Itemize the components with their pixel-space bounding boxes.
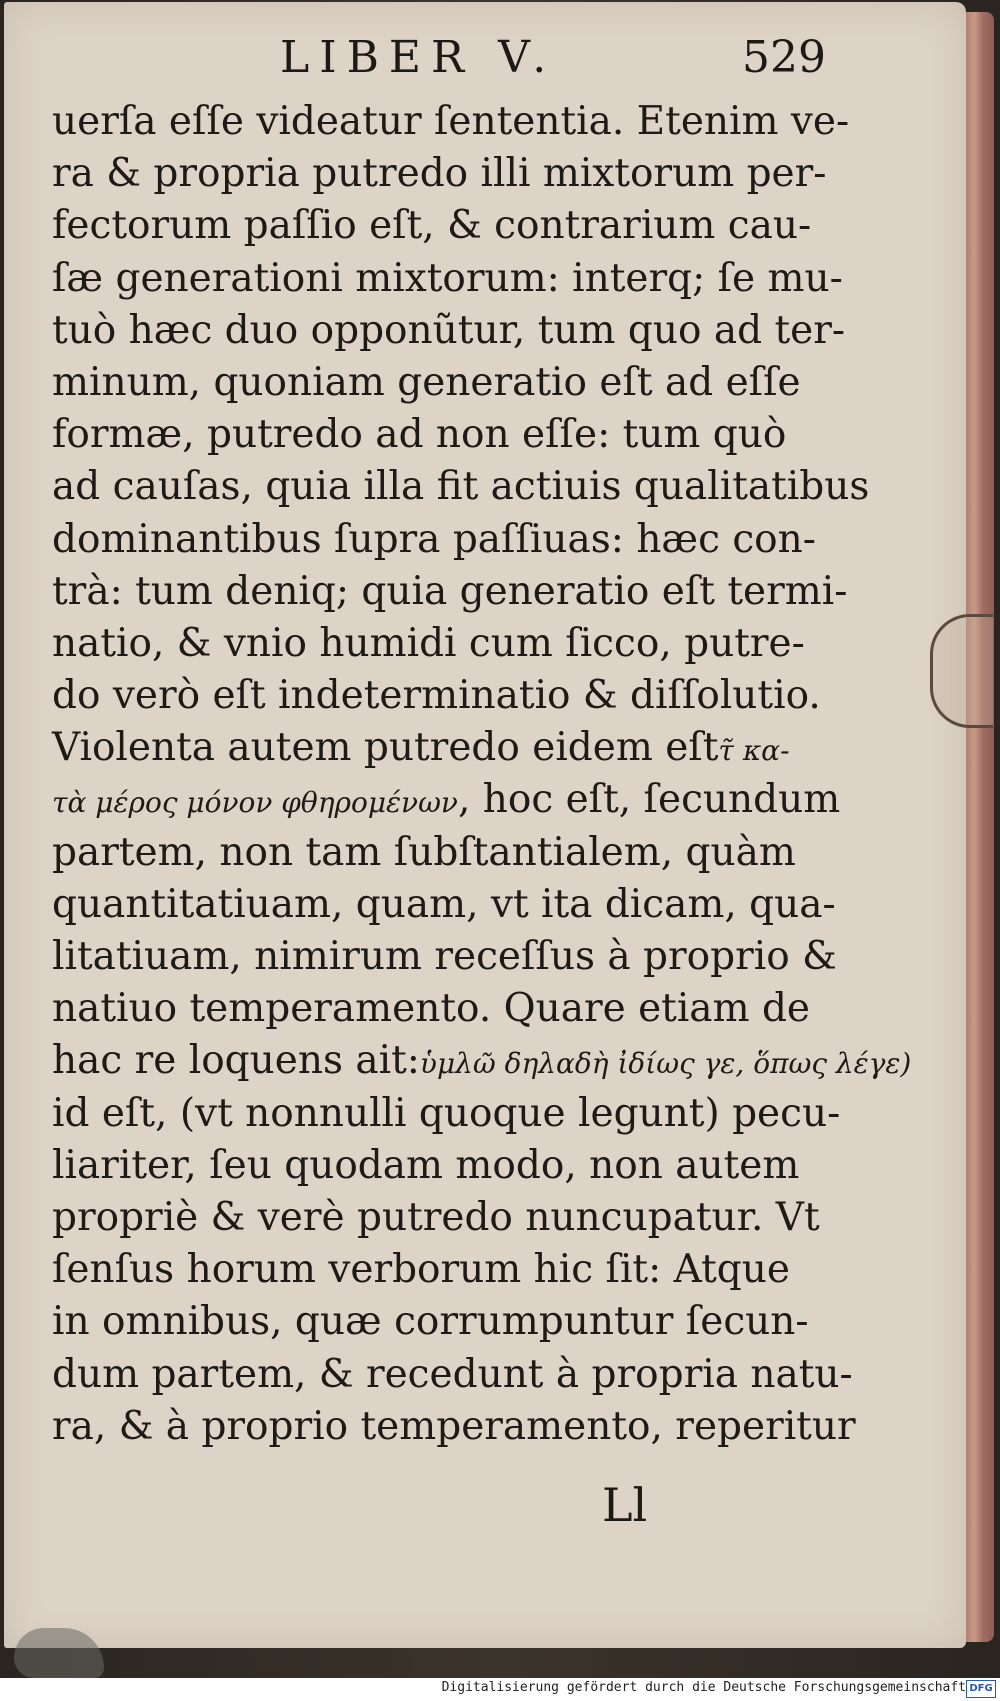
latin-text: hac re loquens ait: — [52, 1038, 420, 1084]
text-line — [52, 1192, 820, 1244]
page-number: 529 — [742, 32, 826, 83]
latin-text: ra, & à proprio temperamento, reperitur — [52, 1403, 856, 1449]
text-line — [52, 148, 827, 200]
text-line — [52, 774, 841, 826]
text-line — [52, 566, 848, 618]
body-text — [52, 96, 912, 1453]
latin-text: do verò eſt indeterminatio & diſſolutio. — [52, 673, 821, 719]
funding-credit: Digitalisierung gefördert durch die Deutsche Forschungsgemeinschaft — [441, 1680, 966, 1695]
text-line — [52, 200, 810, 252]
text-line — [52, 1244, 810, 1296]
text-line — [52, 879, 836, 931]
dfg-logo: DFG — [966, 1680, 996, 1698]
latin-text: formæ, putredo ad non eſſe: tum quò — [52, 412, 787, 458]
text-line — [52, 722, 810, 774]
text-line — [52, 618, 810, 670]
page-header — [0, 32, 966, 102]
latin-text: propriè & verè putredo nuncupatur. Vt — [52, 1194, 820, 1240]
text-line — [52, 253, 843, 305]
latin-text: minum, quoniam generatio eſt ad eſſe — [52, 359, 801, 405]
latin-text: natiuo temperamento. Quare etiam de — [52, 986, 810, 1032]
latin-text: Violenta autem putredo eidem eſt — [52, 725, 719, 771]
latin-text: dum partem, & recedunt à propria natu- — [52, 1351, 853, 1397]
latin-text: ra & propria putredo illi mixtorum per- — [52, 151, 827, 197]
bookmark-tab — [930, 614, 993, 728]
greek-text: ὑμλῶ δηλαδὴ ἰδίως γε, ὅπως λέγε) — [419, 1047, 912, 1081]
latin-text: trà: tum deniq; quia generatio eſt termi- — [52, 568, 848, 614]
greek-text: τὰ μέρος μόνον φθηρομένων — [52, 786, 458, 820]
text-line — [52, 461, 870, 513]
latin-text: id eſt, (vt nonnulli quoque legunt) pecu- — [52, 1090, 841, 1136]
latin-text: in omnibus, quæ corrumpuntur ſecun- — [52, 1299, 809, 1345]
text-line — [52, 305, 846, 357]
latin-text: ad cauſas, quia illa fit actiuis qualitatibus — [52, 464, 870, 510]
text-line — [52, 1035, 912, 1087]
footer-bar — [0, 1678, 1000, 1701]
page-edge — [966, 12, 994, 1642]
text-line — [52, 96, 850, 148]
latin-text: uerſa eſſe videatur ſententia. Etenim ve- — [52, 99, 850, 144]
latin-text: ſæ generationi mixtorum: interq; ſe mu- — [52, 255, 843, 301]
running-title: LIBER V. — [280, 32, 557, 83]
latin-text: liariter, ſeu quodam modo, non autem — [52, 1142, 800, 1188]
greek-text: τ̃ κα- — [718, 734, 790, 768]
text-line — [52, 1088, 841, 1140]
text-line — [52, 1401, 856, 1453]
text-line — [52, 1296, 810, 1348]
latin-text: quantitatiuam, quam, vt ita dicam, qua- — [52, 881, 836, 927]
text-line — [52, 1349, 853, 1401]
signature-mark: Ll — [602, 1478, 648, 1532]
latin-text: fectorum paſſio eſt, & contrarium cau- — [52, 203, 812, 249]
latin-text: partem, non tam ſubſtantialem, quàm — [52, 829, 796, 875]
text-line — [52, 514, 816, 566]
text-line — [52, 357, 810, 409]
latin-text: ſenſus horum verborum hic ſit: Atque — [52, 1247, 790, 1293]
text-line — [52, 1140, 810, 1192]
text-line — [52, 983, 810, 1035]
text-line — [52, 931, 837, 983]
latin-text: , hoc eſt, ſecundum — [457, 777, 841, 823]
text-line — [52, 827, 810, 879]
latin-text: natio, & vnio humidi cum ſicco, putre- — [52, 620, 805, 666]
text-line — [52, 670, 821, 722]
latin-text: litatiuam, nimirum receſſus à proprio & — [52, 934, 837, 979]
latin-text: dominantibus ſupra paſſiuas: hæc con- — [52, 516, 816, 562]
text-line — [52, 409, 810, 461]
latin-text: tuò hæc duo opponũtur, tum quo ad ter- — [52, 307, 846, 353]
